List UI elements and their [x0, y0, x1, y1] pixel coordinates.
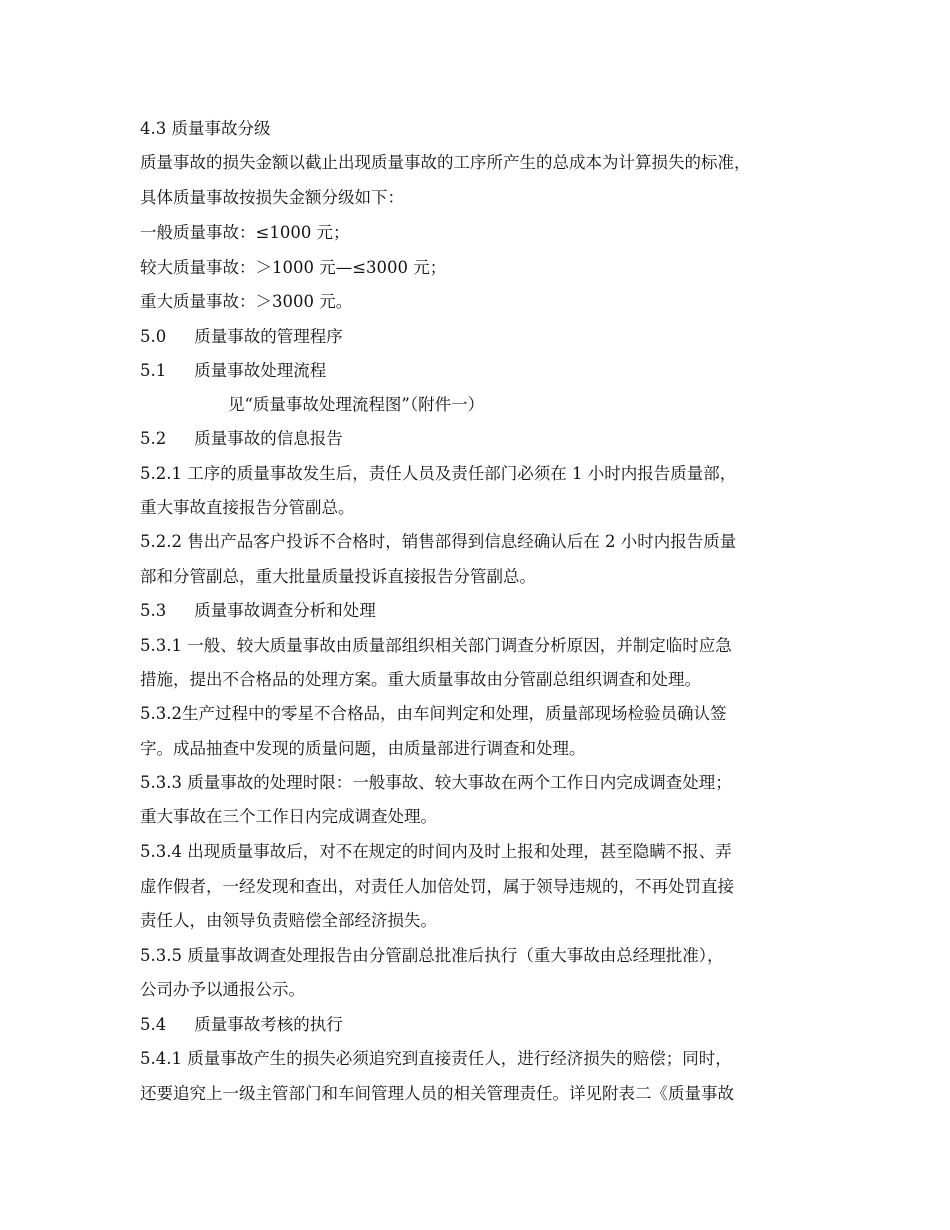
grade-serious: 重大质量事故：＞3000 元。 — [140, 292, 353, 311]
clause-5-3-5: 5.3.5 质量事故调查处理报告由分管副总批准后执行（重大事故由总经理批准）， — [140, 946, 724, 965]
clause-5-3-4: 5.3.4 出现质量事故后，对不在规定的时间内及时上报和处理，甚至隐瞒不报、弄 — [140, 842, 732, 861]
paragraph-line: 质量事故的损失金额以截止出现质量事故的工序所产生的总成本为计算损失的标准， — [140, 153, 751, 172]
grade-major: 较大质量事故：＞1000 元—≤3000 元； — [140, 258, 447, 277]
section-number: 5.0 — [140, 327, 167, 346]
section-number: 5.4 — [140, 1015, 167, 1034]
section-number: 5.2 — [140, 429, 167, 448]
clause-5-2-1: 5.2.1 工序的质量事故发生后，责任人员及责任部门必须在 1 小时内报告质量部， — [140, 464, 737, 483]
section-heading-5-4 — [140, 1014, 343, 1036]
paragraph-line: 重大事故在三个工作日内完成调查处理。 — [140, 807, 437, 826]
clause-5-3-1: 5.3.1 一般、较大质量事故由质量部组织相关部门调查分析原因，并制定临时应急 — [140, 636, 732, 655]
clause-5-3-3: 5.3.3 质量事故的处理时限：一般事故、较大事故在两个工作日内完成调查处理； — [140, 773, 732, 792]
clause-5-3-2: 5.3.2生产过程中的零星不合格品，由车间判定和处理，质量部现场检验员确认签 — [140, 704, 727, 723]
section-number: 5.1 — [140, 361, 167, 380]
section-heading-4-3: 4.3 质量事故分级 — [140, 119, 271, 138]
paragraph-line: 部和分管副总，重大批量质量投诉直接报告分管副总。 — [140, 567, 536, 586]
section-title: 质量事故考核的执行 — [194, 1015, 343, 1034]
section-heading-5-1 — [140, 360, 326, 382]
paragraph-line: 具体质量事故按损失金额分级如下： — [140, 188, 404, 207]
paragraph-line: 还要追究上一级主管部门和车间管理人员的相关管理责任。详见附表二《质量事故 — [140, 1084, 734, 1103]
section-title: 质量事故调查分析和处理 — [194, 601, 376, 620]
paragraph-line: 公司办予以通报公示。 — [140, 980, 305, 999]
section-title: 质量事故处理流程 — [194, 361, 327, 380]
section-title: 质量事故的信息报告 — [194, 429, 343, 448]
clause-5-2-2: 5.2.2 售出产品客户投诉不合格时，销售部得到信息经确认后在 2 小时内报告质量 — [140, 532, 737, 551]
paragraph-line: 虚作假者，一经发现和查出，对责任人加倍处罚，属于领导违规的，不再处罚直接 — [140, 877, 734, 896]
flowchart-reference: 见“质量事故处理流程图”（附件一） — [228, 395, 485, 414]
section-heading-5-2 — [140, 428, 343, 450]
grade-general: 一般质量事故：≤1000 元； — [140, 223, 350, 242]
section-number: 5.3 — [140, 601, 167, 620]
section-heading-5-0 — [140, 326, 343, 348]
paragraph-line: 字。成品抽查中发现的质量问题，由质量部进行调查和处理。 — [140, 739, 586, 758]
section-title: 质量事故的管理程序 — [194, 327, 343, 346]
section-heading-5-3 — [140, 600, 376, 622]
clause-5-4-1: 5.4.1 质量事故产生的损失必须追究到直接责任人，进行经济损失的赔偿；同时， — [140, 1049, 732, 1068]
paragraph-line: 责任人，由领导负责赔偿全部经济损失。 — [140, 911, 437, 930]
paragraph-line: 重大事故直接报告分管副总。 — [140, 498, 355, 517]
paragraph-line: 措施，提出不合格品的处理方案。重大质量事故由分管副总组织调查和处理。 — [140, 670, 701, 689]
